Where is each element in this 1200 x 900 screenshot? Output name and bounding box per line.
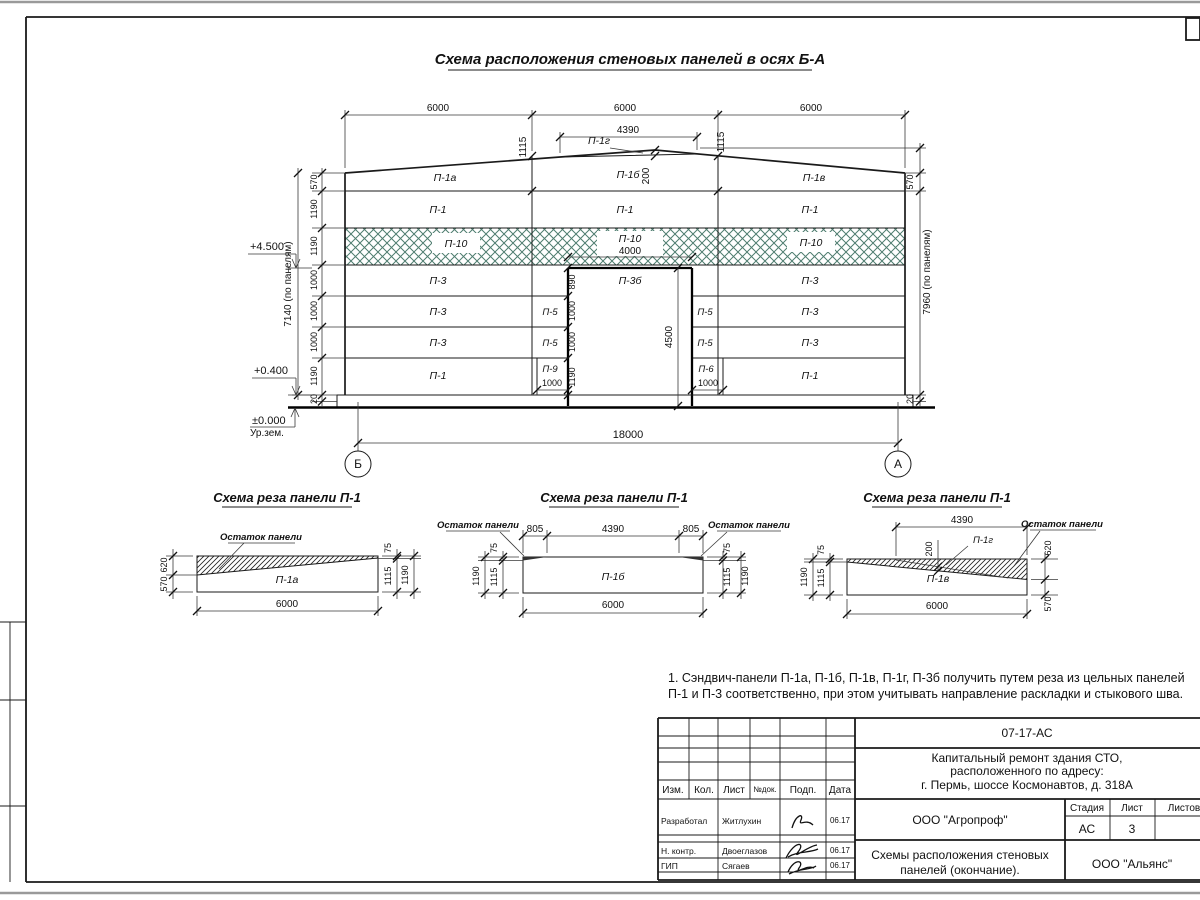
detail2-dim-805-right: 805 — [682, 524, 700, 535]
dim-890-door: 890 — [567, 274, 577, 290]
drawing-title: Схема расположения стеновых панелей в осях Б-А — [434, 51, 826, 68]
row1-role: Разработал — [661, 816, 708, 826]
panel-label-p3b: П-3б — [618, 275, 642, 287]
detail2-dim-6000: 6000 — [601, 600, 625, 611]
panel-label-p1: П-1 — [801, 204, 819, 216]
col-izm: Изм. — [662, 785, 684, 796]
col-podp: Подп. — [789, 785, 817, 796]
panel-label-p1g: П-1г — [587, 135, 611, 147]
detail3-dim-570: 570 — [1043, 596, 1053, 612]
project-line2: расположенного по адресу: — [950, 764, 1104, 778]
detail3-dim-4390: 4390 — [950, 515, 974, 526]
panel-label-p1: П-1 — [429, 370, 447, 382]
row2-name: Двоеглазов — [722, 846, 768, 856]
detail3-dim-620: 620 — [1043, 540, 1053, 556]
dim-1115-right: 1115 — [716, 131, 727, 153]
detail2-dim-75-l: 75 — [489, 542, 499, 554]
col-doc: №док. — [753, 785, 777, 794]
detail2-leftover-label-left: Остаток панели — [437, 520, 519, 531]
doc-number: 07-17-АС — [1001, 726, 1053, 740]
dim-1190-door: 1190 — [567, 367, 577, 387]
panel-label-p5: П-5 — [542, 307, 558, 318]
detail3-p1g-label: П-1г — [972, 535, 994, 546]
panel-label-p3: П-3 — [801, 275, 819, 287]
panel-label-p1v: П-1в — [802, 172, 826, 184]
detail1-dim-1190: 1190 — [400, 565, 410, 585]
dim-bay3: 6000 — [799, 103, 823, 114]
panel-label-p1a: П-1а — [433, 172, 457, 184]
dim-1000: 1000 — [309, 331, 319, 353]
panel-label-p5: П-5 — [697, 338, 713, 349]
detail1-dim-620: 620 — [159, 557, 169, 573]
dim-570-right: 570 — [905, 174, 915, 190]
row1-name: Житлухин — [722, 816, 762, 826]
row3-role: ГИП — [661, 861, 678, 871]
dim-1115-left: 1115 — [518, 136, 529, 158]
detail3-title: Схема реза панели П-1 — [863, 490, 1011, 505]
panel-label-p5: П-5 — [542, 338, 558, 349]
detail2-panel-label: П-1б — [601, 571, 625, 583]
panel-label-p10: П-10 — [444, 238, 468, 250]
panel-label-p1b: П-1б — [616, 169, 640, 181]
dim-1000-p6: 1000 — [697, 378, 719, 388]
detail2-dim-4390: 4390 — [601, 524, 625, 535]
sheets-label: Листов — [1167, 803, 1200, 814]
col-data: Дата — [828, 785, 852, 796]
detail2-dim-1190-r: 1190 — [740, 566, 750, 586]
detail-cut-p1a — [159, 490, 421, 616]
detail3-panel-label: П-1в — [926, 573, 950, 585]
detail2-leftover-right — [679, 557, 703, 561]
detail1-leftover-label: Остаток панели — [220, 532, 302, 543]
dim-1190: 1190 — [309, 366, 319, 386]
detail1-panel-label: П-1а — [275, 574, 299, 586]
signature-row1 — [792, 816, 813, 828]
dim-7140-total: 7140 (по панелям) — [283, 241, 294, 327]
level-4500: +4.500 — [250, 241, 284, 253]
detail-cut-p1v — [799, 490, 1103, 619]
dim-20-right: 20 — [905, 393, 915, 405]
detail3-dim-75: 75 — [816, 544, 826, 556]
dim-4500-door-height: 4500 — [664, 325, 675, 349]
detail3-leftover-label: Остаток панели — [1021, 519, 1103, 530]
level-0000: ±0.000 — [252, 415, 286, 427]
panel-label-p1: П-1 — [429, 204, 447, 216]
panel-label-p1: П-1 — [616, 204, 634, 216]
detail1-dim-75: 75 — [383, 542, 393, 554]
project-line3: г. Пермь, шоссе Космонавтов, д. 318А — [921, 778, 1133, 792]
detail2-dim-1190-l: 1190 — [471, 566, 481, 586]
panel-label-p10: П-10 — [618, 233, 642, 245]
detail3-dim-1115: 1115 — [816, 568, 826, 588]
panel-label-p1: П-1 — [801, 370, 819, 382]
row1-date: 06.17 — [829, 816, 851, 825]
panel-label-p10: П-10 — [799, 237, 823, 249]
project-line1: Капитальный ремонт здания СТО, — [931, 751, 1123, 765]
level-0400: +0.400 — [254, 365, 288, 377]
col-list: Лист — [723, 785, 745, 796]
panel-label-p3: П-3 — [801, 306, 819, 318]
frame-left-margin-boxes — [0, 622, 26, 882]
row2-role: Н. контр. — [661, 846, 697, 856]
dimension-lines — [292, 110, 926, 451]
panel-label-p3: П-3 — [429, 337, 447, 349]
note-line2: П-1 и П-3 соответственно, при этом учитывать направление раскладки и стыкового шва. — [668, 687, 1184, 701]
signature-row2 — [786, 844, 818, 858]
detail2-dim-75-r: 75 — [722, 542, 732, 554]
dim-7960-total: 7960 (по панелям) — [922, 229, 933, 315]
col-kol: Кол. — [694, 785, 714, 796]
dim-18000-overall: 18000 — [612, 429, 644, 441]
stage-value: АС — [1078, 822, 1096, 836]
detail1-dim-570: 570 — [159, 576, 169, 592]
panel-label-p6: П-6 — [698, 364, 714, 375]
panel-label-p3: П-3 — [429, 275, 447, 287]
detail2-leftover-left — [523, 557, 547, 561]
detail2-dim-1115-r: 1115 — [722, 567, 732, 587]
panel-label-p9: П-9 — [542, 364, 558, 375]
row3-date: 06.17 — [829, 861, 851, 870]
customer-name: ООО "Агропроф" — [912, 813, 1008, 827]
dim-bay2: 6000 — [613, 103, 637, 114]
contractor-name: ООО "Альянс" — [1091, 857, 1173, 871]
detail2-leftover-label-right: Остаток панели — [708, 520, 790, 531]
dim-20-left: 20 — [309, 393, 319, 405]
detail3-dim-200: 200 — [924, 541, 934, 557]
dimension-ticks — [294, 111, 924, 447]
dim-1000-door: 1000 — [567, 300, 577, 322]
plinth — [337, 395, 913, 407]
detail1-dim-6000: 6000 — [275, 599, 299, 610]
note-line1: 1. Сэндвич-панели П-1а, П-1б, П-1в, П-1г, П-3б получить путем реза из цельных панелей — [668, 671, 1185, 685]
dim-1000: 1000 — [309, 269, 319, 291]
detail-cut-p1b — [437, 490, 790, 618]
dim-4000-opening: 4000 — [618, 246, 642, 257]
sheet-label: Лист — [1121, 803, 1143, 814]
detail1-dim-1115: 1115 — [383, 566, 393, 586]
dim-1000-p9: 1000 — [541, 378, 563, 388]
row2-date: 06.17 — [829, 846, 851, 855]
dim-1000: 1000 — [309, 300, 319, 322]
detail2-title: Схема реза панели П-1 — [540, 490, 688, 505]
level-mark-arrows — [248, 254, 314, 427]
detail2-dim-1115-l: 1115 — [489, 567, 499, 587]
frame-corner-box — [1186, 18, 1200, 40]
ground-level-label: Ур.зем. — [250, 428, 284, 439]
dim-bay1: 6000 — [426, 103, 450, 114]
dim-1000-door: 1000 — [567, 331, 577, 353]
sheet-name-line2: панелей (окончание). — [900, 863, 1020, 877]
main-elevation — [248, 51, 935, 477]
row3-name: Сягаев — [722, 861, 750, 871]
title-block — [658, 718, 1200, 880]
panel-label-p5: П-5 — [697, 307, 713, 318]
dim-ridge-width: 4390 — [616, 125, 640, 136]
detail3-dim-6000: 6000 — [925, 601, 949, 612]
axis-label-b: Б — [354, 457, 362, 471]
dim-1190: 1190 — [309, 199, 319, 219]
detail1-title: Схема реза панели П-1 — [213, 490, 361, 505]
dim-570-left: 570 — [309, 174, 319, 190]
dim-1190: 1190 — [309, 236, 319, 256]
sheet-name-line1: Схемы расположения стеновых — [871, 848, 1049, 862]
panel-label-p3: П-3 — [429, 306, 447, 318]
axis-label-a: А — [893, 457, 903, 471]
detail2-dim-805-left: 805 — [526, 524, 544, 535]
detail3-dim-1190: 1190 — [799, 567, 809, 587]
stage-label: Стадия — [1069, 803, 1105, 814]
dim-200-ridge: 200 — [641, 167, 652, 185]
sheet-number: 3 — [1128, 822, 1136, 836]
panel-label-p3: П-3 — [801, 337, 819, 349]
general-note — [668, 671, 1185, 701]
